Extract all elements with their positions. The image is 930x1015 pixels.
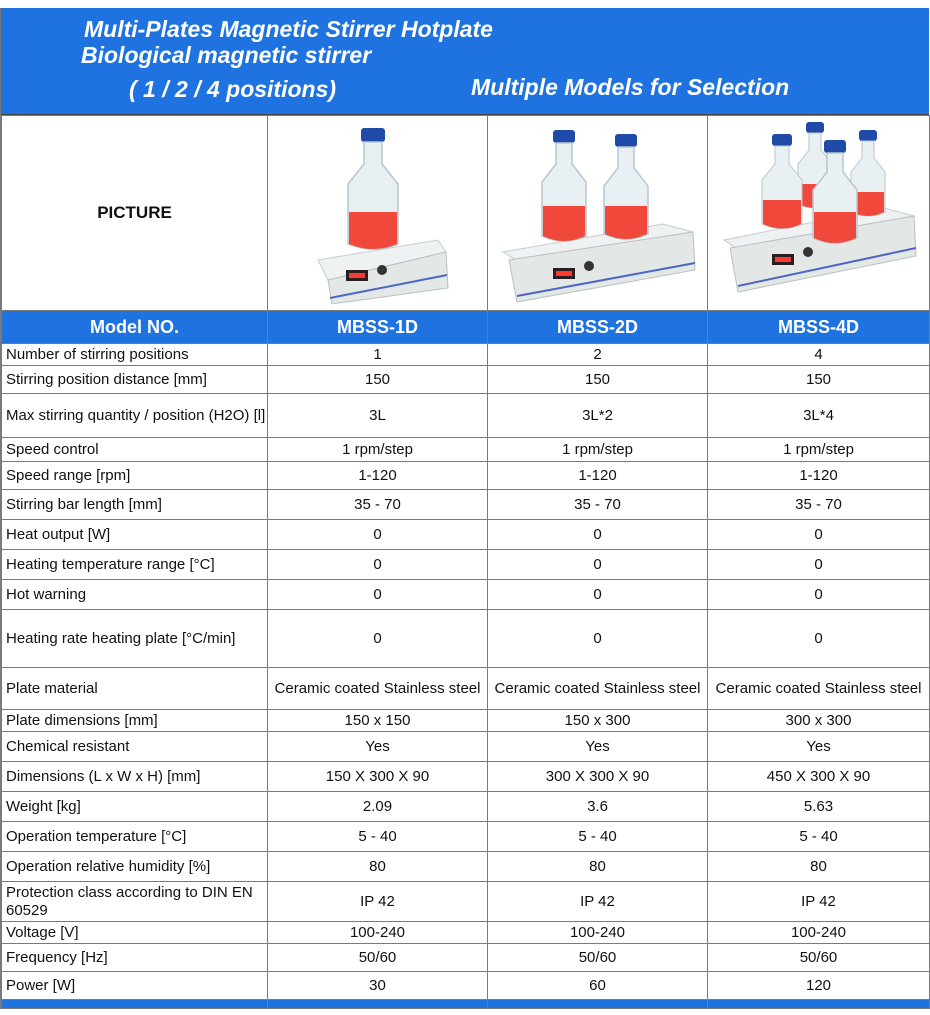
- picture-label: PICTURE: [2, 116, 268, 311]
- spec-label: Power [W]: [2, 972, 268, 1000]
- spec-value: 150 x 300: [488, 710, 708, 732]
- spec-value: Ceramic coated Stainless steel: [708, 668, 930, 710]
- spec-row: [2, 366, 930, 394]
- spec-value: 1-120: [268, 462, 488, 490]
- spec-value: 0: [488, 520, 708, 550]
- spec-value: Yes: [488, 732, 708, 762]
- spec-value: 0: [488, 580, 708, 610]
- spec-label: Number of stirring positions: [2, 344, 268, 366]
- spec-value: 1-120: [708, 462, 930, 490]
- spec-table: [1, 115, 930, 1009]
- spec-label: Stirring position distance [mm]: [2, 366, 268, 394]
- title-banner: [1, 8, 929, 115]
- spec-value: Ceramic coated Stainless steel: [488, 668, 708, 710]
- spec-label: Operation relative humidity [%]: [2, 852, 268, 882]
- spec-value: 1 rpm/step: [268, 438, 488, 462]
- spec-label: Heat output [W]: [2, 520, 268, 550]
- spec-value: 50/60: [708, 944, 930, 972]
- spec-value: 1 rpm/step: [708, 438, 930, 462]
- spec-value: 35 - 70: [268, 490, 488, 520]
- spec-value: Yes: [268, 732, 488, 762]
- spec-value: 1 rpm/step: [488, 438, 708, 462]
- picture-cell-2: [488, 116, 708, 311]
- spec-value: 300 X 300 X 90: [488, 762, 708, 792]
- spec-label: Hot warning: [2, 580, 268, 610]
- spec-value: 2.09: [268, 792, 488, 822]
- spec-row: [2, 438, 930, 462]
- spec-row: [2, 668, 930, 710]
- spec-label: Heating rate heating plate [°C/min]: [2, 610, 268, 668]
- spec-value: IP 42: [488, 882, 708, 922]
- model-header: Model NO.: [2, 311, 268, 344]
- spec-value: 3L: [268, 394, 488, 438]
- spec-label: Heating temperature range [°C]: [2, 550, 268, 580]
- spec-value: 100-240: [268, 922, 488, 944]
- spec-value: 100-240: [708, 922, 930, 944]
- spec-row: [2, 762, 930, 792]
- spec-value: 5.63: [708, 792, 930, 822]
- spec-value: 60: [488, 972, 708, 1000]
- spec-row: [2, 822, 930, 852]
- spec-value: 3L*4: [708, 394, 930, 438]
- spec-value: 150: [708, 366, 930, 394]
- spec-value: 150: [488, 366, 708, 394]
- spec-row: [2, 972, 930, 1000]
- model-name: MBSS-1D: [268, 311, 488, 344]
- spec-value: 0: [708, 610, 930, 668]
- spec-row: [2, 610, 930, 668]
- spec-value: 5 - 40: [708, 822, 930, 852]
- magnetic-stirrer-1-position-image: [298, 120, 458, 306]
- magnetic-stirrer-2-position-image: [493, 120, 703, 306]
- spec-value: 35 - 70: [488, 490, 708, 520]
- spec-value: 80: [708, 852, 930, 882]
- spec-value: 1-120: [488, 462, 708, 490]
- spec-label: Voltage [V]: [2, 922, 268, 944]
- spec-value: 0: [268, 580, 488, 610]
- spec-row: [2, 852, 930, 882]
- spec-row: [2, 490, 930, 520]
- spec-value: 3L*2: [488, 394, 708, 438]
- spec-label: Plate material: [2, 668, 268, 710]
- spec-row: [2, 710, 930, 732]
- positions-subtitle: ( 1 / 2 / 4 positions): [129, 76, 337, 102]
- spec-value: 0: [268, 520, 488, 550]
- spec-value: 0: [708, 580, 930, 610]
- spec-label: Frequency [Hz]: [2, 944, 268, 972]
- spec-label: Speed control: [2, 438, 268, 462]
- spec-label: Dimensions (L x W x H) [mm]: [2, 762, 268, 792]
- title-line-1: Multi-Plates Magnetic Stirrer Hotplate: [84, 16, 493, 42]
- spec-label: Operation temperature [°C]: [2, 822, 268, 852]
- spec-value: 0: [488, 550, 708, 580]
- spec-value: 0: [708, 550, 930, 580]
- spec-value: 0: [488, 610, 708, 668]
- picture-cell-1: [268, 116, 488, 311]
- spec-row: [2, 882, 930, 922]
- spec-value: 0: [708, 520, 930, 550]
- spec-value: 3.6: [488, 792, 708, 822]
- spec-value: 2: [488, 344, 708, 366]
- spec-label: Weight [kg]: [2, 792, 268, 822]
- spec-value: 0: [268, 610, 488, 668]
- spec-label: Speed range [rpm]: [2, 462, 268, 490]
- spec-value: IP 42: [268, 882, 488, 922]
- picture-row: [2, 116, 930, 311]
- spec-value: 150 x 150: [268, 710, 488, 732]
- spec-value: 150: [268, 366, 488, 394]
- spec-value: 50/60: [268, 944, 488, 972]
- spec-value: 1: [268, 344, 488, 366]
- spec-row: [2, 462, 930, 490]
- spec-value: 300 x 300: [708, 710, 930, 732]
- model-header-row: [2, 311, 930, 344]
- spec-label: Max stirring quantity / position (H2O) [l]: [2, 394, 268, 438]
- spec-row: [2, 344, 930, 366]
- spec-row: [2, 520, 930, 550]
- spec-row: [2, 394, 930, 438]
- spec-row: [2, 580, 930, 610]
- footer-band: [2, 1000, 930, 1009]
- spec-value: 80: [488, 852, 708, 882]
- spec-label: Plate dimensions [mm]: [2, 710, 268, 732]
- model-name: MBSS-4D: [708, 311, 930, 344]
- spec-label: Protection class according to DIN EN 60529: [2, 882, 268, 922]
- spec-value: 120: [708, 972, 930, 1000]
- spec-label: Chemical resistant: [2, 732, 268, 762]
- spec-value: 100-240: [488, 922, 708, 944]
- spec-value: Yes: [708, 732, 930, 762]
- spec-value: 50/60: [488, 944, 708, 972]
- model-name: MBSS-2D: [488, 311, 708, 344]
- spec-value: 4: [708, 344, 930, 366]
- spec-label: Stirring bar length [mm]: [2, 490, 268, 520]
- spec-value: 30: [268, 972, 488, 1000]
- spec-row: [2, 792, 930, 822]
- spec-row: [2, 550, 930, 580]
- spec-value: IP 42: [708, 882, 930, 922]
- spec-value: 80: [268, 852, 488, 882]
- models-tagline: Multiple Models for Selection: [471, 74, 790, 100]
- spec-value: 5 - 40: [268, 822, 488, 852]
- spec-row: [2, 732, 930, 762]
- spec-sheet: [0, 8, 929, 1009]
- spec-row: [2, 922, 930, 944]
- title-line-2: Biological magnetic stirrer: [81, 42, 372, 68]
- spec-value: Ceramic coated Stainless steel: [268, 668, 488, 710]
- spec-value: 450 X 300 X 90: [708, 762, 930, 792]
- spec-value: 150 X 300 X 90: [268, 762, 488, 792]
- picture-cell-3: [708, 116, 930, 311]
- spec-value: 0: [268, 550, 488, 580]
- magnetic-stirrer-4-position-image: [714, 120, 924, 306]
- spec-row: [2, 944, 930, 972]
- spec-value: 5 - 40: [488, 822, 708, 852]
- spec-value: 35 - 70: [708, 490, 930, 520]
